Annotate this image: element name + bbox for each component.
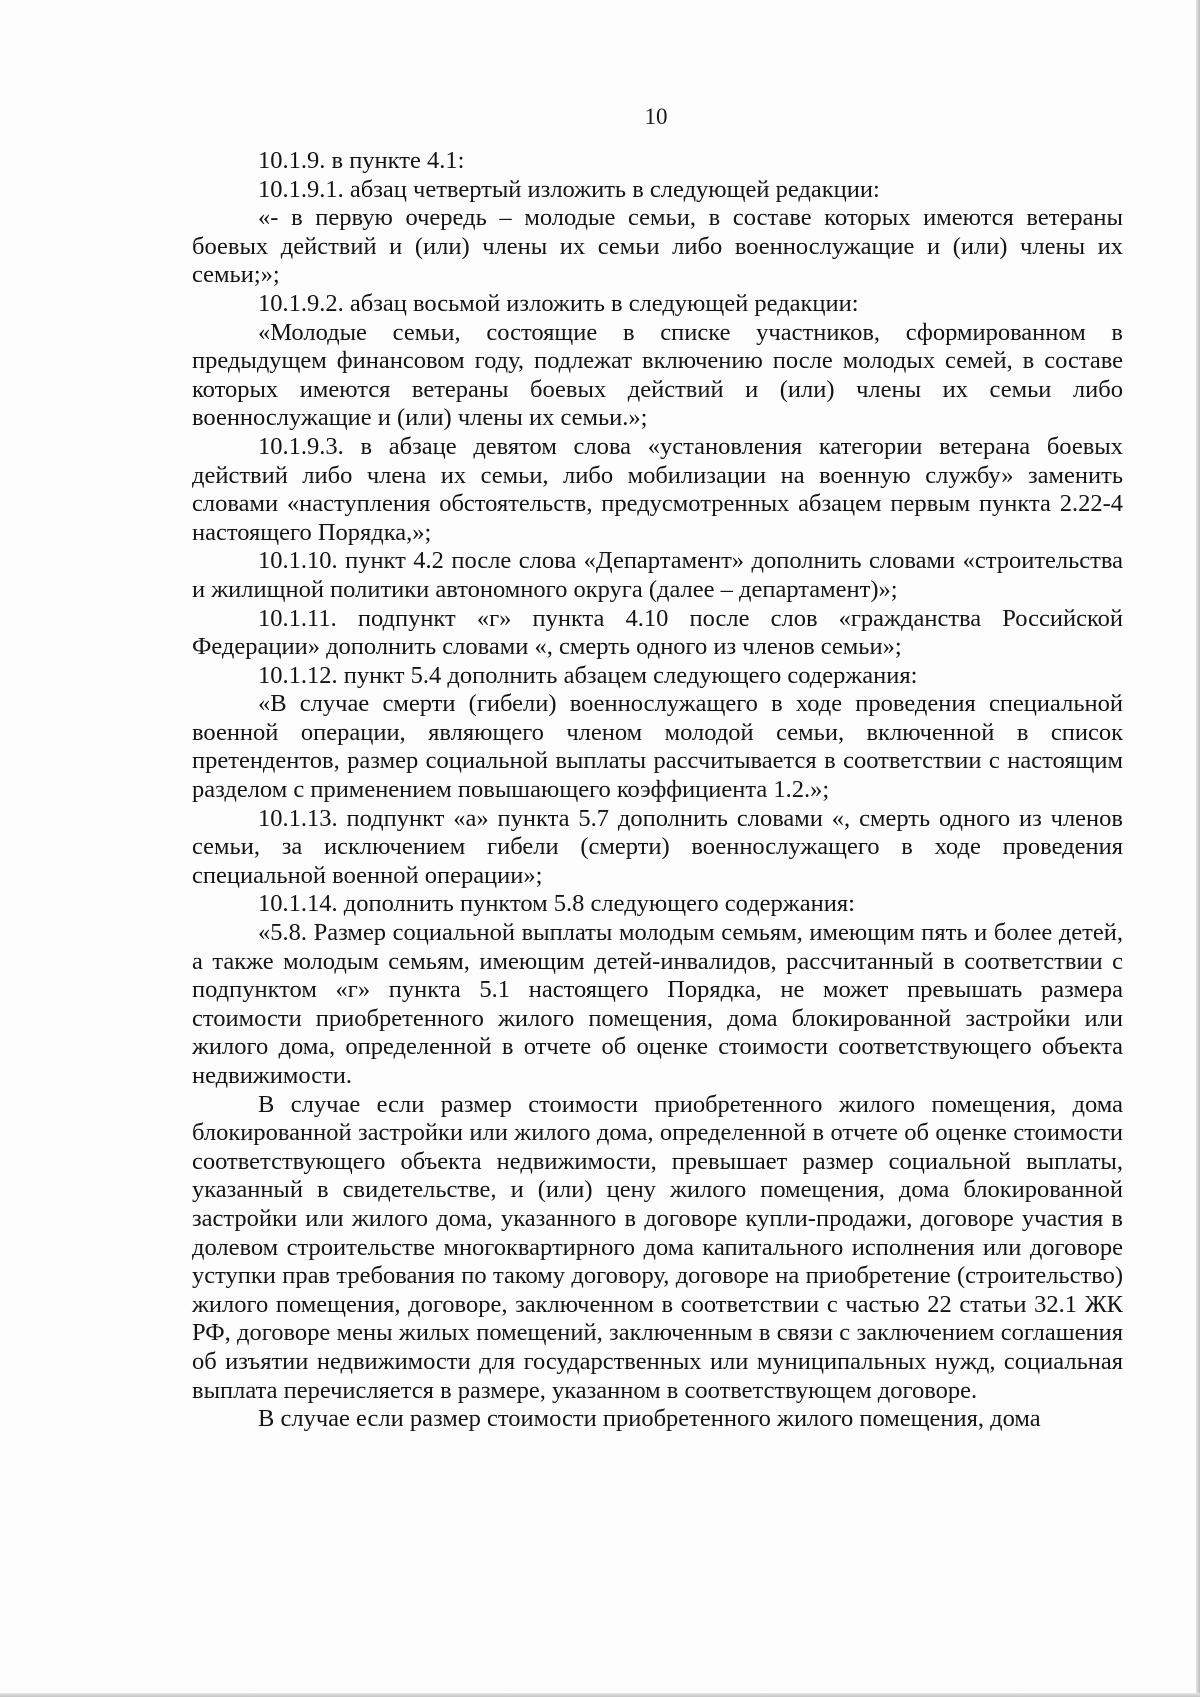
quote-5-8: «5.8. Размер социальной выплаты молодым семьям, имеющим пять и более детей, а также молодым семьям, имеющим детей-инвалидов, рассчитанный в соответствии с подпунктом «г» пункта 5.1 настоящего Порядка, не может превышать размера стоимости приобретенного жилого помещения, дома блокированной застройки или жилого дома, определенной в отчете об оценке стоимости соответствующего объекта недвижимости.: [192, 919, 1123, 1089]
paragraph-continued: В случае если размер стоимости приобретенного жилого помещения, дома: [258, 1405, 1041, 1433]
paragraph-10-1-11: 10.1.11. подпункт «г» пункта 4.10 после слов «гражданства Российской Федерации» дополнить словами «, смерть одного из членов семьи»;: [192, 604, 1123, 661]
paragraph-10-1-9-3: 10.1.9.3. в абзаце девятом слова «установления категории ветерана боевых действий либо члена их семьи, либо мобилизации на военную службу» заменить словами «наступления обстоятельств, предусмотренных абзацем первым пункта 2.22-4 настоящего Порядка,»;: [192, 432, 1123, 546]
paragraph-10-1-10: 10.1.10. пункт 4.2 после слова «Департамент» дополнить словами «строительства и жилищной политики автономного округа (далее – департамент)»;: [192, 547, 1123, 603]
paragraph-10-1-9-1: 10.1.9.1. абзац четвертый изложить в следующей редакции:: [258, 175, 880, 203]
page-number: 10: [644, 104, 668, 129]
paragraph-10-1-9-2: 10.1.9.2. абзац восьмой изложить в следующей редакции:: [258, 289, 859, 317]
page-edge-shadow-right: [1196, 0, 1200, 1697]
page-edge-shadow-bottom: [0, 1693, 1200, 1697]
paragraph-cost-exceeds: В случае если размер стоимости приобретенного жилого помещения, дома блокированной застройки или жилого дома, определенной в отчете об оценке стоимости соответствующего объекта недвижимости, превышает размер социальной выплаты, указанный в свидетельстве, и (или) цену жилого помещения, дома блокированной застройки или жилого дома, указанного в договоре купли-продажи, договоре участия в долевом строительстве многоквартирного дома капитального исполнения или договоре уступки прав требования по такому договору, договоре на приобретение (строительство) жилого помещения, договоре, заключенном в соответствии с частью 22 статьи 32.1 ЖК РФ, договоре мены жилых помещений, заключенным в связи с заключением соглашения об изъятии недвижимости для государственных или муниципальных нужд, социальная выплата перечисляется в размере, указанном в соответствующем договоре.: [192, 1090, 1123, 1404]
quote-death-of-serviceman: «В случае смерти (гибели) военнослужащего в ходе проведения специальной военной операции, являющего членом молодой семьи, включенной в список претендентов, размер социальной выплаты рассчитывается в соответствии с настоящим разделом с применением повышающего коэффициента 1.2.»;: [192, 690, 1123, 804]
quote-first-priority: «- в первую очередь – молодые семьи, в составе которых имеются ветераны боевых действий и (или) члены их семьи либо военнослужащие и (или) члены их семьи;»;: [192, 204, 1123, 289]
quote-young-families: «Молодые семьи, состоящие в списке участников, сформированном в предыдущем финансовом году, подлежат включению после молодых семей, в составе которых имеются ветераны боевых действий и (или) члены их семьи либо военнослужащие и (или) члены их семьи.»;: [192, 318, 1123, 432]
paragraph-10-1-13: 10.1.13. подпункт «а» пункта 5.7 дополнить словами «, смерть одного из членов семьи, за исключением гибели (смерти) военнослужащего в ходе проведения специальной военной операции»;: [192, 804, 1123, 889]
document-body: [192, 147, 1123, 1434]
paragraph-10-1-12: 10.1.12. пункт 5.4 дополнить абзацем следующего содержания:: [258, 661, 918, 689]
paragraph-10-1-14: 10.1.14. дополнить пунктом 5.8 следующего содержания:: [258, 890, 855, 918]
paragraph-10-1-9: 10.1.9. в пункте 4.1:: [258, 147, 465, 174]
